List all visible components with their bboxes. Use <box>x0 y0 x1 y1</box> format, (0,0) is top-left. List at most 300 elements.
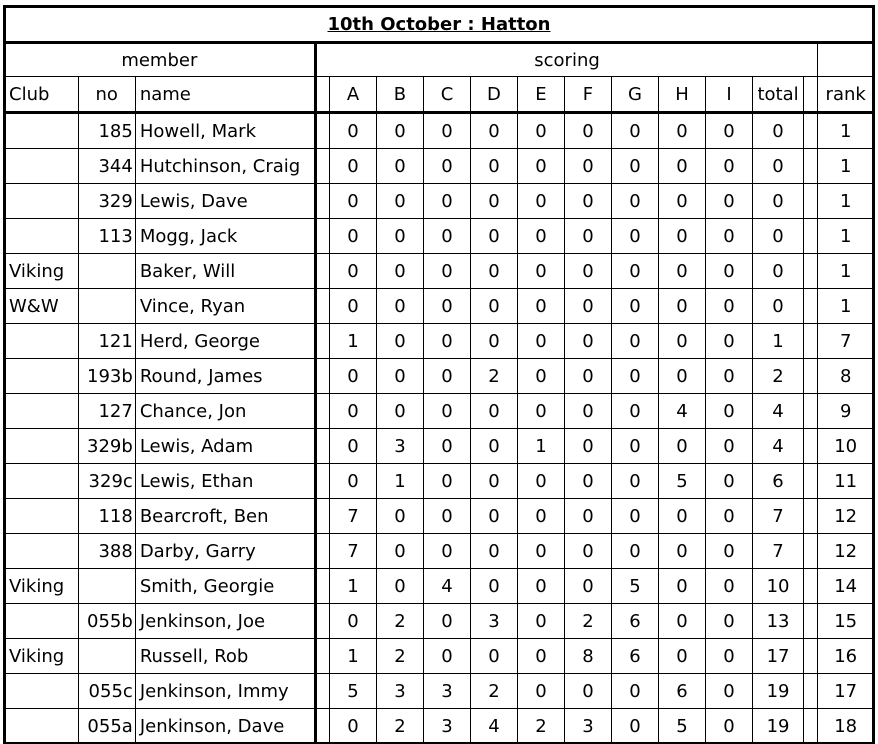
score-cell-c: 0 <box>423 534 470 569</box>
total-cell: 7 <box>752 499 803 534</box>
score-cell-b: 2 <box>376 709 423 744</box>
table-row <box>5 359 874 394</box>
score-cell-b: 0 <box>376 184 423 219</box>
score-cell-c: 3 <box>423 674 470 709</box>
total-cell: 1 <box>752 324 803 359</box>
score-cell-a: 7 <box>329 499 376 534</box>
rank-cell: 18 <box>818 709 874 744</box>
score-cell-a: 0 <box>329 289 376 324</box>
club-cell <box>5 709 79 744</box>
score-cell-i: 0 <box>705 289 752 324</box>
total-cell: 10 <box>752 569 803 604</box>
score-cell-d: 0 <box>470 184 517 219</box>
score-cell-b: 0 <box>376 534 423 569</box>
member-no-cell: 388 <box>78 534 135 569</box>
spacer-cell <box>804 639 818 674</box>
score-cell-h: 0 <box>658 569 705 604</box>
club-cell <box>5 464 79 499</box>
score-header-b: B <box>376 77 423 113</box>
score-cell-f: 0 <box>564 219 611 254</box>
score-cell-a: 5 <box>329 674 376 709</box>
score-cell-h: 0 <box>658 289 705 324</box>
score-cell-e: 0 <box>517 149 564 184</box>
score-cell-d: 0 <box>470 464 517 499</box>
score-cell-g: 0 <box>611 359 658 394</box>
score-cell-g: 0 <box>611 709 658 744</box>
score-cell-h: 0 <box>658 113 705 149</box>
score-cell-f: 0 <box>564 569 611 604</box>
spacer-cell <box>315 359 329 394</box>
score-cell-f: 0 <box>564 429 611 464</box>
member-no-cell <box>78 289 135 324</box>
score-cell-a: 1 <box>329 324 376 359</box>
score-cell-c: 0 <box>423 639 470 674</box>
score-cell-b: 0 <box>376 113 423 149</box>
rank-cell: 10 <box>818 429 874 464</box>
score-cell-c: 0 <box>423 359 470 394</box>
spacer-cell <box>315 709 329 744</box>
page-title: 10th October : Hatton <box>5 7 874 43</box>
total-cell: 17 <box>752 639 803 674</box>
club-cell <box>5 429 79 464</box>
rank-cell: 16 <box>818 639 874 674</box>
score-cell-e: 0 <box>517 394 564 429</box>
score-cell-c: 0 <box>423 289 470 324</box>
score-cell-g: 0 <box>611 184 658 219</box>
spacer-cell <box>804 77 818 113</box>
results-body <box>5 7 874 744</box>
total-cell: 0 <box>752 254 803 289</box>
member-no-cell: 127 <box>78 394 135 429</box>
table-row <box>5 254 874 289</box>
score-cell-d: 0 <box>470 289 517 324</box>
score-cell-c: 0 <box>423 394 470 429</box>
score-cell-i: 0 <box>705 219 752 254</box>
score-cell-f: 0 <box>564 394 611 429</box>
score-cell-b: 0 <box>376 289 423 324</box>
score-cell-d: 2 <box>470 359 517 394</box>
spacer-cell <box>315 77 329 113</box>
name-cell: Vince, Ryan <box>135 289 315 324</box>
score-cell-b: 2 <box>376 639 423 674</box>
club-cell <box>5 394 79 429</box>
spacer-cell <box>315 289 329 324</box>
score-cell-a: 0 <box>329 709 376 744</box>
rank-cell: 17 <box>818 674 874 709</box>
score-cell-b: 0 <box>376 569 423 604</box>
score-cell-h: 4 <box>658 394 705 429</box>
score-header-h: H <box>658 77 705 113</box>
score-cell-i: 0 <box>705 499 752 534</box>
table-row <box>5 499 874 534</box>
score-header-e: E <box>517 77 564 113</box>
spacer-cell <box>804 254 818 289</box>
score-cell-h: 0 <box>658 324 705 359</box>
score-cell-f: 0 <box>564 534 611 569</box>
name-cell: Jenkinson, Dave <box>135 709 315 744</box>
score-cell-c: 0 <box>423 113 470 149</box>
score-cell-i: 0 <box>705 429 752 464</box>
score-cell-g: 0 <box>611 219 658 254</box>
spacer-cell <box>315 429 329 464</box>
score-cell-a: 0 <box>329 254 376 289</box>
total-cell: 4 <box>752 394 803 429</box>
rank-cell: 1 <box>818 254 874 289</box>
spacer-cell <box>315 184 329 219</box>
score-cell-d: 0 <box>470 569 517 604</box>
score-cell-a: 0 <box>329 394 376 429</box>
scoring-group-header: scoring <box>315 43 818 77</box>
name-cell: Mogg, Jack <box>135 219 315 254</box>
score-cell-d: 0 <box>470 254 517 289</box>
total-cell: 0 <box>752 219 803 254</box>
score-cell-d: 2 <box>470 674 517 709</box>
score-cell-d: 3 <box>470 604 517 639</box>
rank-cell: 15 <box>818 604 874 639</box>
total-cell: 0 <box>752 113 803 149</box>
score-cell-b: 3 <box>376 429 423 464</box>
club-cell <box>5 184 79 219</box>
score-header-f: F <box>564 77 611 113</box>
score-cell-f: 8 <box>564 639 611 674</box>
score-cell-h: 0 <box>658 184 705 219</box>
spacer-cell <box>315 464 329 499</box>
name-cell: Howell, Mark <box>135 113 315 149</box>
name-cell: Lewis, Adam <box>135 429 315 464</box>
score-cell-d: 0 <box>470 429 517 464</box>
score-cell-f: 0 <box>564 499 611 534</box>
spacer-cell <box>315 149 329 184</box>
score-cell-c: 3 <box>423 709 470 744</box>
score-cell-f: 0 <box>564 254 611 289</box>
score-header-d: D <box>470 77 517 113</box>
rank-cell: 12 <box>818 499 874 534</box>
score-cell-e: 0 <box>517 674 564 709</box>
score-cell-a: 0 <box>329 604 376 639</box>
score-cell-g: 0 <box>611 499 658 534</box>
score-cell-i: 0 <box>705 394 752 429</box>
table-row <box>5 534 874 569</box>
rank-cell: 1 <box>818 184 874 219</box>
score-cell-e: 2 <box>517 709 564 744</box>
score-cell-c: 0 <box>423 604 470 639</box>
spacer-cell <box>804 184 818 219</box>
name-cell: Baker, Will <box>135 254 315 289</box>
score-cell-a: 0 <box>329 113 376 149</box>
score-cell-e: 0 <box>517 639 564 674</box>
score-cell-e: 0 <box>517 569 564 604</box>
table-row <box>5 289 874 324</box>
score-cell-a: 0 <box>329 149 376 184</box>
score-cell-h: 0 <box>658 149 705 184</box>
spacer-cell <box>315 219 329 254</box>
total-cell: 0 <box>752 184 803 219</box>
score-cell-b: 0 <box>376 254 423 289</box>
score-cell-a: 0 <box>329 219 376 254</box>
spacer-cell <box>315 254 329 289</box>
score-cell-e: 1 <box>517 429 564 464</box>
spacer-cell <box>804 219 818 254</box>
club-cell <box>5 499 79 534</box>
member-no-cell: 329b <box>78 429 135 464</box>
score-cell-h: 0 <box>658 359 705 394</box>
score-cell-c: 0 <box>423 219 470 254</box>
score-cell-e: 0 <box>517 464 564 499</box>
score-cell-f: 0 <box>564 359 611 394</box>
score-cell-a: 1 <box>329 639 376 674</box>
score-cell-h: 0 <box>658 639 705 674</box>
total-cell: 19 <box>752 709 803 744</box>
score-cell-d: 0 <box>470 219 517 254</box>
table-row <box>5 674 874 709</box>
score-cell-g: 0 <box>611 429 658 464</box>
score-cell-g: 5 <box>611 569 658 604</box>
table-row <box>5 639 874 674</box>
name-cell: Russell, Rob <box>135 639 315 674</box>
table-row <box>5 464 874 499</box>
club-cell <box>5 113 79 149</box>
score-header-c: C <box>423 77 470 113</box>
score-cell-c: 4 <box>423 569 470 604</box>
table-row <box>5 113 874 149</box>
score-cell-g: 0 <box>611 674 658 709</box>
club-cell <box>5 324 79 359</box>
score-cell-g: 0 <box>611 464 658 499</box>
score-cell-c: 0 <box>423 254 470 289</box>
member-no-cell <box>78 569 135 604</box>
rank-cell: 1 <box>818 219 874 254</box>
score-cell-e: 0 <box>517 324 564 359</box>
total-cell: 0 <box>752 149 803 184</box>
score-cell-b: 0 <box>376 149 423 184</box>
spacer-cell <box>804 113 818 149</box>
name-cell: Smith, Georgie <box>135 569 315 604</box>
member-no-cell: 185 <box>78 113 135 149</box>
club-cell <box>5 604 79 639</box>
total-cell: 19 <box>752 674 803 709</box>
total-header: total <box>752 77 803 113</box>
score-cell-g: 0 <box>611 254 658 289</box>
score-cell-d: 0 <box>470 499 517 534</box>
club-header: Club <box>5 77 79 113</box>
score-cell-i: 0 <box>705 709 752 744</box>
score-cell-h: 5 <box>658 464 705 499</box>
score-cell-e: 0 <box>517 184 564 219</box>
spacer-cell <box>315 639 329 674</box>
rank-cell: 1 <box>818 149 874 184</box>
score-cell-e: 0 <box>517 359 564 394</box>
spacer-cell <box>804 149 818 184</box>
score-cell-a: 0 <box>329 429 376 464</box>
score-cell-b: 2 <box>376 604 423 639</box>
score-cell-h: 0 <box>658 254 705 289</box>
table-row <box>5 219 874 254</box>
results-table <box>4 6 874 744</box>
name-cell: Hutchinson, Craig <box>135 149 315 184</box>
score-cell-g: 0 <box>611 113 658 149</box>
rank-cell: 11 <box>818 464 874 499</box>
name-cell: Chance, Jon <box>135 394 315 429</box>
spacer-cell <box>315 604 329 639</box>
score-cell-h: 0 <box>658 604 705 639</box>
total-cell: 2 <box>752 359 803 394</box>
rank-cell: 12 <box>818 534 874 569</box>
score-cell-f: 0 <box>564 113 611 149</box>
score-cell-a: 0 <box>329 184 376 219</box>
member-no-cell: 121 <box>78 324 135 359</box>
score-cell-h: 6 <box>658 674 705 709</box>
score-cell-e: 0 <box>517 499 564 534</box>
club-cell: Viking <box>5 569 79 604</box>
spacer-cell <box>804 499 818 534</box>
spacer-cell <box>804 359 818 394</box>
score-cell-d: 4 <box>470 709 517 744</box>
spacer-cell <box>315 674 329 709</box>
score-cell-d: 0 <box>470 324 517 359</box>
score-cell-i: 0 <box>705 254 752 289</box>
club-cell <box>5 149 79 184</box>
score-cell-f: 0 <box>564 289 611 324</box>
club-cell: W&W <box>5 289 79 324</box>
score-cell-d: 0 <box>470 639 517 674</box>
score-cell-b: 1 <box>376 464 423 499</box>
score-cell-f: 0 <box>564 184 611 219</box>
table-row <box>5 604 874 639</box>
table-row <box>5 709 874 744</box>
score-cell-i: 0 <box>705 149 752 184</box>
club-cell: Viking <box>5 254 79 289</box>
no-header: no <box>78 77 135 113</box>
score-cell-g: 0 <box>611 149 658 184</box>
spacer-cell <box>315 113 329 149</box>
club-cell <box>5 674 79 709</box>
score-cell-e: 0 <box>517 254 564 289</box>
score-cell-e: 0 <box>517 219 564 254</box>
score-cell-h: 0 <box>658 534 705 569</box>
rank-cell: 1 <box>818 289 874 324</box>
score-cell-e: 0 <box>517 534 564 569</box>
spacer-cell <box>804 324 818 359</box>
member-no-cell: 055c <box>78 674 135 709</box>
spacer-cell <box>804 604 818 639</box>
spacer-cell <box>804 429 818 464</box>
spacer-cell <box>315 534 329 569</box>
score-cell-i: 0 <box>705 184 752 219</box>
rank-cell: 7 <box>818 324 874 359</box>
total-cell: 7 <box>752 534 803 569</box>
table-row <box>5 184 874 219</box>
score-cell-a: 0 <box>329 464 376 499</box>
score-cell-c: 0 <box>423 324 470 359</box>
score-cell-b: 0 <box>376 394 423 429</box>
table-row <box>5 324 874 359</box>
rank-cell: 9 <box>818 394 874 429</box>
score-header-g: G <box>611 77 658 113</box>
score-cell-e: 0 <box>517 289 564 324</box>
score-cell-a: 7 <box>329 534 376 569</box>
score-cell-d: 0 <box>470 534 517 569</box>
score-cell-b: 0 <box>376 219 423 254</box>
score-cell-i: 0 <box>705 359 752 394</box>
member-no-cell: 055b <box>78 604 135 639</box>
table-row <box>5 569 874 604</box>
member-no-cell: 329 <box>78 184 135 219</box>
score-cell-g: 0 <box>611 394 658 429</box>
score-header-a: A <box>329 77 376 113</box>
table-row <box>5 149 874 184</box>
score-cell-i: 0 <box>705 534 752 569</box>
member-no-cell <box>78 254 135 289</box>
member-no-cell: 118 <box>78 499 135 534</box>
score-cell-e: 0 <box>517 113 564 149</box>
club-cell <box>5 219 79 254</box>
score-cell-g: 6 <box>611 639 658 674</box>
score-cell-g: 0 <box>611 534 658 569</box>
name-cell: Darby, Garry <box>135 534 315 569</box>
member-no-cell: 193b <box>78 359 135 394</box>
score-cell-c: 0 <box>423 499 470 534</box>
member-no-cell <box>78 639 135 674</box>
club-cell <box>5 534 79 569</box>
spacer-cell <box>804 674 818 709</box>
score-cell-i: 0 <box>705 604 752 639</box>
score-cell-b: 0 <box>376 359 423 394</box>
spacer-cell <box>315 394 329 429</box>
club-cell: Viking <box>5 639 79 674</box>
name-cell: Lewis, Ethan <box>135 464 315 499</box>
table-row <box>5 429 874 464</box>
spacer-cell <box>315 499 329 534</box>
spacer-cell <box>315 324 329 359</box>
score-cell-i: 0 <box>705 639 752 674</box>
score-cell-f: 0 <box>564 149 611 184</box>
score-cell-c: 0 <box>423 464 470 499</box>
score-cell-d: 0 <box>470 394 517 429</box>
score-cell-e: 0 <box>517 604 564 639</box>
score-cell-i: 0 <box>705 324 752 359</box>
score-cell-f: 3 <box>564 709 611 744</box>
total-cell: 0 <box>752 289 803 324</box>
score-header-i: I <box>705 77 752 113</box>
spacer-cell <box>804 394 818 429</box>
score-cell-g: 0 <box>611 289 658 324</box>
score-cell-f: 0 <box>564 674 611 709</box>
score-cell-c: 0 <box>423 184 470 219</box>
score-cell-f: 0 <box>564 464 611 499</box>
name-header: name <box>135 77 315 113</box>
score-cell-b: 3 <box>376 674 423 709</box>
rank-group-cell <box>818 43 874 77</box>
spacer-cell <box>804 289 818 324</box>
name-cell: Bearcroft, Ben <box>135 499 315 534</box>
total-cell: 4 <box>752 429 803 464</box>
rank-header: rank <box>818 77 874 113</box>
spacer-cell <box>804 464 818 499</box>
member-group-header: member <box>5 43 316 77</box>
rank-cell: 1 <box>818 113 874 149</box>
score-cell-d: 0 <box>470 113 517 149</box>
score-cell-f: 0 <box>564 324 611 359</box>
score-cell-h: 0 <box>658 429 705 464</box>
score-cell-h: 5 <box>658 709 705 744</box>
spacer-cell <box>804 569 818 604</box>
member-no-cell: 055a <box>78 709 135 744</box>
score-cell-c: 0 <box>423 149 470 184</box>
score-cell-a: 0 <box>329 359 376 394</box>
total-cell: 6 <box>752 464 803 499</box>
score-cell-i: 0 <box>705 569 752 604</box>
spacer-cell <box>804 534 818 569</box>
